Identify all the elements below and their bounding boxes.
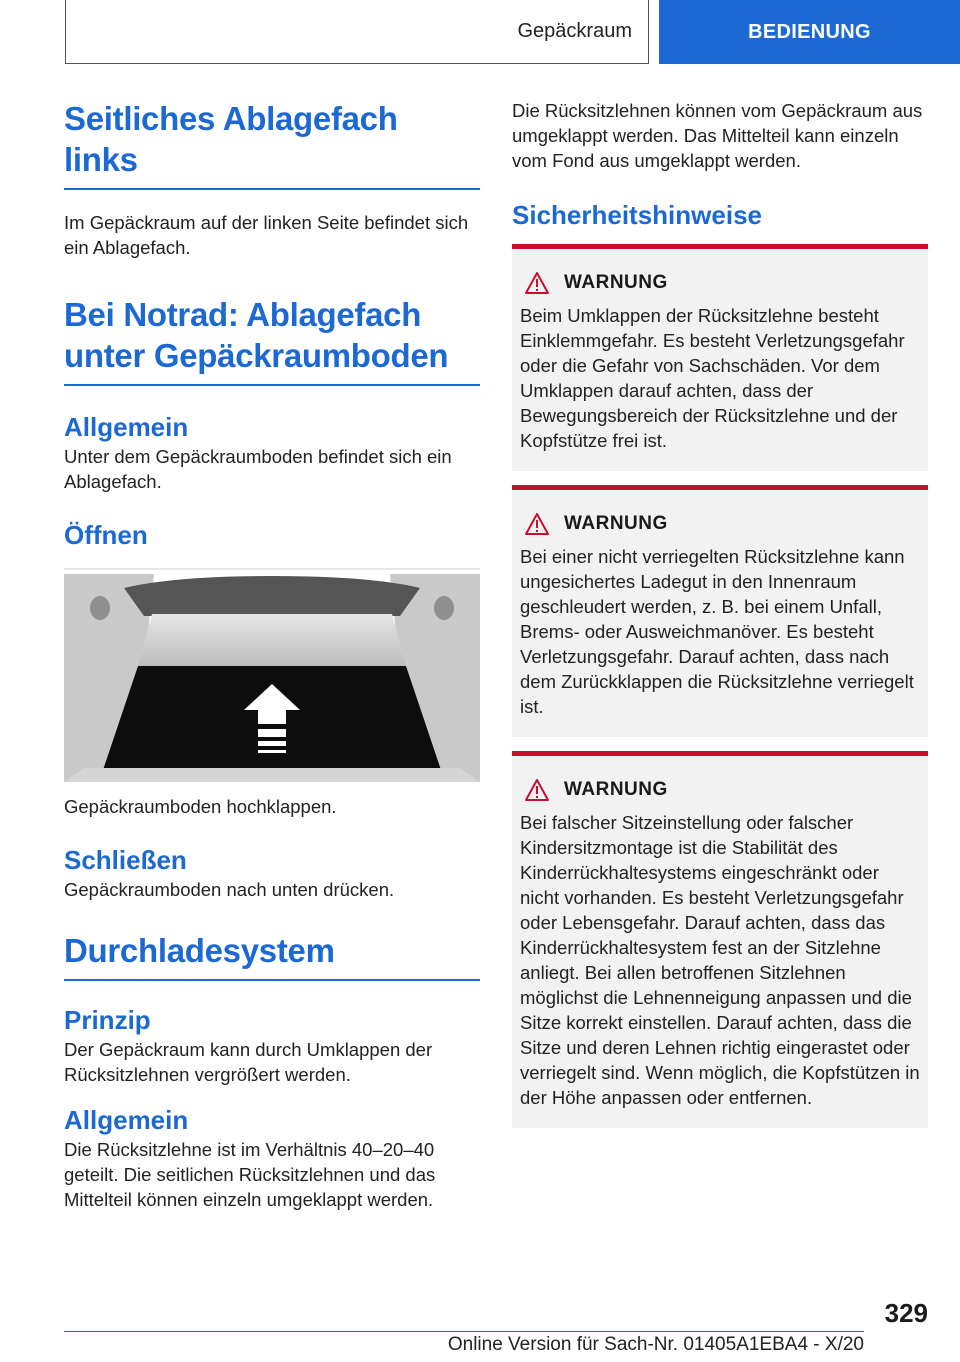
heading-spare-wheel-storage: Bei Notrad: Ablagefach unter Gepäckraumboden bbox=[64, 294, 480, 386]
warning-box bbox=[512, 485, 928, 737]
warning-header bbox=[520, 512, 920, 536]
paragraph-general: Unter dem Gepäckraumboden befindet sich ein Ablagefach. bbox=[64, 446, 452, 492]
page-number: 329 bbox=[884, 1298, 928, 1328]
footer-version: Online Version für Sach-Nr. 01405A1EBA4 - X/20 bbox=[447, 1334, 864, 1355]
chapter-tab: Gepäckraum bbox=[65, 0, 649, 64]
section-tab: BEDIENUNG bbox=[659, 0, 960, 64]
warning-title: WARNUNG bbox=[564, 272, 668, 293]
footer-divider bbox=[64, 1331, 864, 1332]
warning-title: WARNUNG bbox=[564, 513, 668, 534]
luggage-floor-image bbox=[64, 568, 480, 782]
warning-text: Bei falscher Sitzeinstellung oder falscher Kindersitzmontage ist die Stabilität des Kinderrückhaltesystems eingeschränkt oder nicht vorhanden. Es besteht Verletzungsgefahr oder Lebensgefahr. Darauf achten, dass das Kinderrückhaltesystem fest an der Sitzlehne anliegt. Bei allen betroffenen Sitzlehnen möglichst die Lehnenneigung anpassen und die Sitze korrekt einstellen. Darauf achten, dass die Sitze und deren Lehnen richtig eingerastet oder verriegelt sind. Wenn möglich, die Kopfstützen in der Höhe anpassen oder entfernen. bbox=[520, 812, 920, 1108]
caption-open: Gepäckraumboden hochklappen. bbox=[64, 796, 337, 817]
warning-text: Beim Umklappen der Rücksitzlehne besteht Einklemmgefahr. Es besteht Verletzungsgefahr oder die Gefahr von Sachschäden. Vor dem Umklappen darauf achten, dass der Bewegungsbereich der Rücksitzlehne und der Kopfstütze frei ist. bbox=[520, 305, 905, 451]
right-column bbox=[512, 98, 928, 1128]
warning-header bbox=[520, 271, 920, 295]
page-header bbox=[0, 0, 960, 66]
heading-general-2: Allgemein bbox=[64, 1105, 189, 1135]
heading-principle: Prinzip bbox=[64, 1005, 151, 1035]
paragraph-side-storage: Im Gepäckraum auf der linken Seite befindet sich ein Ablagefach. bbox=[64, 212, 469, 258]
heading-through-loading: Durchladesystem bbox=[64, 930, 480, 981]
warning-text: Bei einer nicht verriegelten Rücksitzlehne kann ungesichertes Ladegut in den Innenraum geschleudert werden, z. B. bei einem Unfall, Brems- oder Ausweichmanöver. Es besteht Verletzungsgefahr. Darauf achten, dass nach dem Zurückklappen die Rücksitzlehne verriegelt ist. bbox=[520, 546, 914, 717]
warning-box bbox=[512, 751, 928, 1128]
warning-triangle-icon bbox=[524, 512, 550, 536]
heading-close: Schließen bbox=[64, 845, 187, 875]
paragraph-close: Gepäckraumboden nach unten drücken. bbox=[64, 879, 395, 900]
warning-box bbox=[512, 244, 928, 471]
heading-side-storage: Seitliches Ablagefach links bbox=[64, 98, 480, 190]
left-column bbox=[64, 98, 480, 1212]
paragraph-intro: Die Rücksitzlehnen können vom Gepäckraum aus umgeklappt werden. Das Mittelteil kann einzeln vom Fond aus umgeklappt werden. bbox=[512, 100, 923, 171]
paragraph-general-2: Die Rücksitzlehne ist im Verhältnis 40–20–40 geteilt. Die seitlichen Rücksitzlehnen und das Mittelteil können einzeln umgeklappt werden. bbox=[64, 1139, 436, 1210]
warning-title: WARNUNG bbox=[564, 779, 668, 800]
heading-open: Öffnen bbox=[64, 520, 148, 550]
warning-triangle-icon bbox=[524, 778, 550, 802]
warning-header bbox=[520, 778, 920, 802]
warning-triangle-icon bbox=[524, 271, 550, 295]
heading-general: Allgemein bbox=[64, 412, 189, 442]
paragraph-principle: Der Gepäckraum kann durch Umklappen der Rücksitzlehnen vergrößert werden. bbox=[64, 1039, 433, 1085]
heading-safety: Sicherheitshinweise bbox=[512, 200, 762, 230]
